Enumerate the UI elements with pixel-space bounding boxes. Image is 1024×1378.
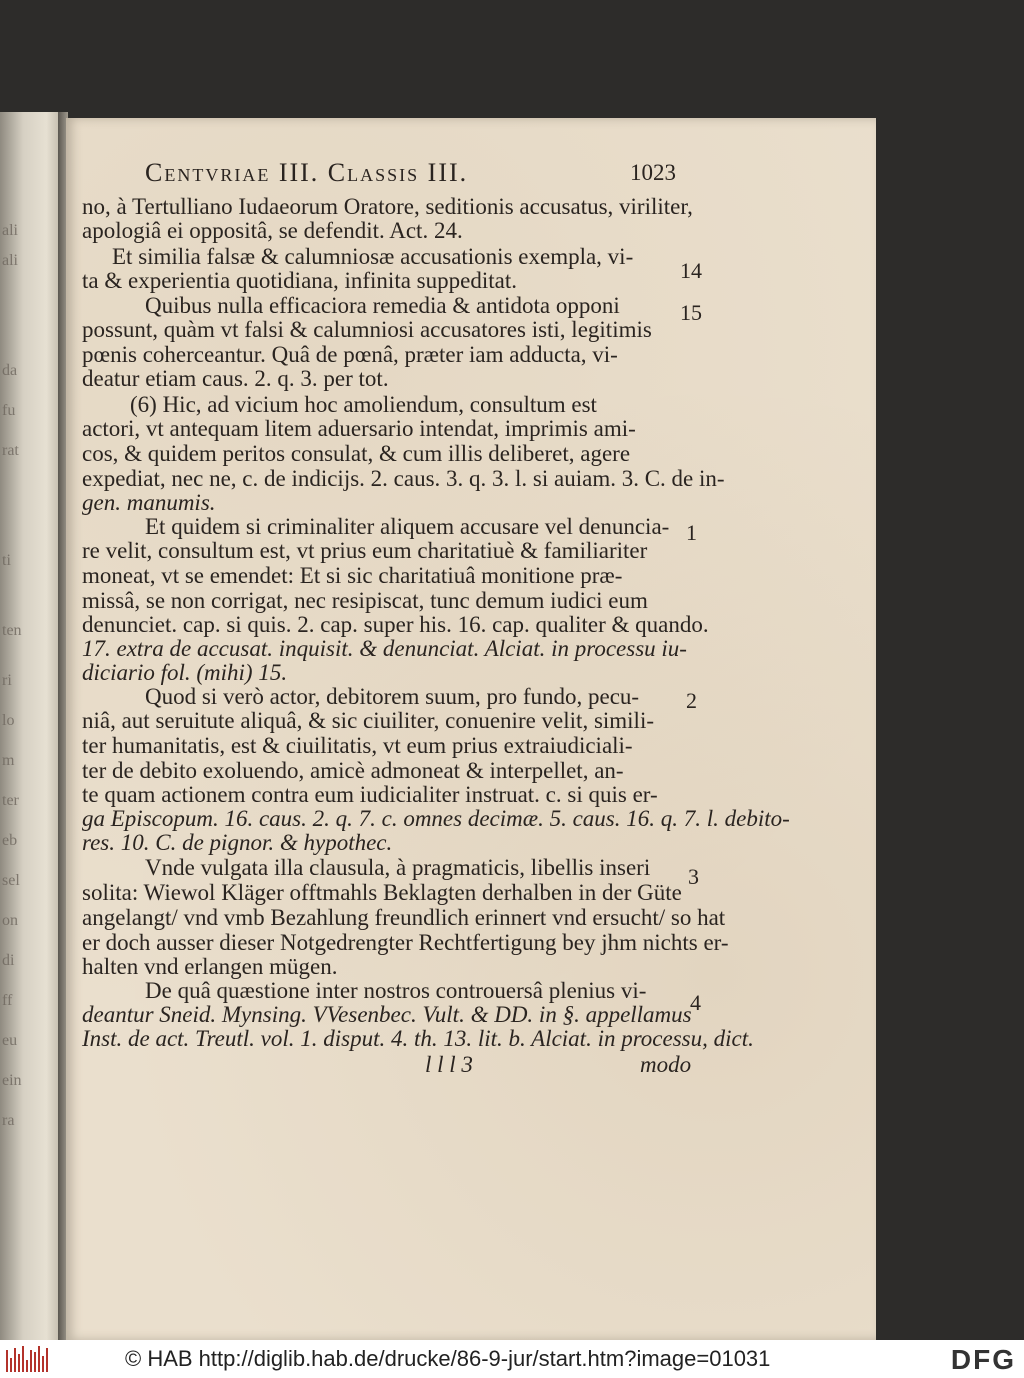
text-line: apologiâ ei oppositâ, se defendit. Act. 24.	[82, 218, 463, 243]
text-line: deantur Sneid. Mynsing. VVesenbec. Vult. & DD. in §. appellamus	[82, 1002, 692, 1027]
text-line: moneat, vt se emendet: Et si sic charitatiuâ monitione præ-	[82, 563, 623, 588]
text-line: Et quidem si criminaliter aliquem accusare vel denuncia-	[145, 514, 670, 539]
text-line: te quam actionem contra eum iudicialiter instruat. c. si quis er-	[82, 782, 658, 807]
text-line: possunt, quàm vt falsi & calumniosi accusatores isti, legitimis	[82, 317, 652, 342]
text-line: missâ, se non corrigat, nec resipiscat, tunc demum iudici eum	[82, 588, 648, 613]
text-line: diciario fol. (mihi) 15.	[82, 660, 288, 685]
text-line: ter humanitatis, est & ciuilitatis, vt eum prius extraiudiciali-	[82, 733, 633, 758]
text-line: solita: Wiewol Kläger offtmahls Beklagten derhalben in der Güte	[82, 880, 682, 905]
previous-page-edge: ali ali da fu rat ti ten ri lo m ter eb sel on di ff eu ein ra	[0, 112, 58, 1342]
hab-logo-icon	[6, 1346, 48, 1372]
running-header: Centvriae III. Classis III.	[145, 158, 469, 187]
text-line: re velit, consultum est, vt prius eum charitatiuè & familiariter	[82, 538, 648, 563]
text-line: pœnis coherceantur. Quâ de pœnâ, præter iam adducta, vi-	[82, 342, 618, 367]
text-line: De quâ quæstione inter nostros controuersâ plenius vi-	[145, 978, 647, 1003]
text-line: er doch ausser dieser Notgedrengter Rechtfertigung bey jhm nichts er-	[82, 930, 729, 955]
text-line: ter de debito exoluendo, amicè admoneat & interpellet, an-	[82, 758, 624, 783]
text-line: gen. manumis.	[82, 490, 216, 515]
signature-mark: l l l 3	[425, 1052, 473, 1077]
text-line: ta & experientia quotidiana, infinita suppeditat.	[82, 268, 517, 293]
text-line: Vnde vulgata illa clausula, à pragmaticis, libellis inseri	[145, 855, 651, 880]
margin-note: 4	[690, 990, 701, 1015]
text-line: ga Episcopum. 16. caus. 2. q. 7. c. omnes decimæ. 5. caus. 16. q. 7. l. debito-	[82, 806, 790, 831]
catchword: modo	[640, 1052, 692, 1077]
dfg-logo: DFG	[950, 1344, 1016, 1375]
text-line: Quod si verò actor, debitorem suum, pro fundo, pecu-	[145, 684, 640, 709]
text-line: (6) Hic, ad vicium hoc amoliendum, consultum est	[130, 392, 597, 417]
text-line: Et similia falsæ & calumniosæ accusationis exempla, vi-	[112, 244, 634, 269]
text-line: denunciet. cap. si quis. 2. cap. super his. 16. cap. qualiter & quando.	[82, 612, 709, 637]
margin-note: 1	[686, 520, 697, 545]
text-line: niâ, aut seruitute aliquâ, & sic ciuiliter, conuenire velit, simili-	[82, 708, 655, 733]
text-line: expediat, nec ne, c. de indicijs. 2. caus. 3. q. 3. l. si auiam. 3. C. de in-	[82, 466, 725, 491]
text-line: angelangt/ vnd vmb Bezahlung freundlich erinnert vnd ersucht/ so hat	[82, 905, 726, 930]
page-number: 1023	[630, 160, 676, 185]
text-line: halten vnd erlangen mügen.	[82, 954, 338, 979]
margin-note: 3	[688, 864, 699, 889]
text-line: 17. extra de accusat. inquisit. & denunciat. Alciat. in processu iu-	[82, 636, 687, 661]
text-line: cos, & quidem peritos consulat, & cum illis deliberet, agere	[82, 441, 631, 466]
text-line: Quibus nulla efficaciora remedia & antidota opponi	[145, 293, 620, 318]
text-line: no, à Tertulliano Iudaeorum Oratore, seditionis accusatus, viriliter,	[82, 194, 693, 219]
text-line: actori, vt antequam litem aduersario intendat, imprimis ami-	[82, 416, 636, 441]
viewer-footer	[0, 1340, 1024, 1378]
copyright-link[interactable]: © HAB http://diglib.hab.de/drucke/86-9-jur/start.htm?image=01031	[125, 1346, 771, 1371]
margin-note: 15	[680, 300, 702, 325]
text-line: res. 10. C. de pignor. & hypothec.	[82, 830, 393, 855]
margin-note: 2	[686, 688, 697, 713]
text-line: Inst. de act. Treutl. vol. 1. disput. 4. th. 13. lit. b. Alciat. in processu, dict.	[82, 1026, 754, 1051]
margin-note: 14	[680, 258, 702, 283]
text-line: deatur etiam caus. 2. q. 3. per tot.	[82, 366, 389, 391]
